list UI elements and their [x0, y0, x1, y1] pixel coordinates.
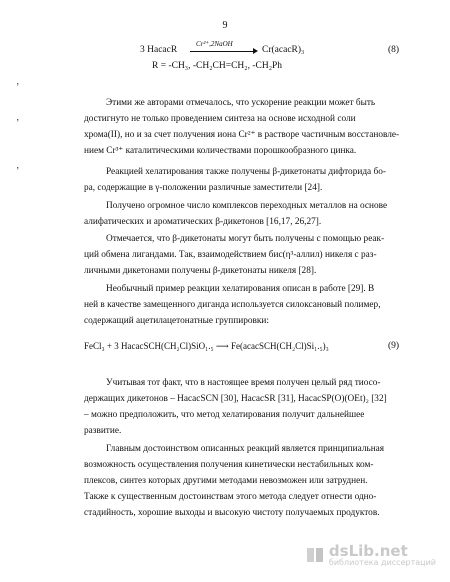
margin-mark: ʼ	[16, 166, 20, 177]
equation-8-right: Cr(acacR)₃	[262, 45, 305, 55]
equation-9-number: (9)	[388, 341, 400, 351]
book-icon	[305, 545, 325, 565]
paragraph-1	[84, 95, 404, 159]
logo-sub-text: библиотека диссертаций	[328, 558, 436, 568]
equation-8-left: 3 HacacR	[140, 45, 178, 55]
paragraph-2	[84, 164, 404, 196]
paragraph-7-line: Также к существенным достоинствам этого метода следует отнести одно-	[84, 492, 377, 502]
paragraph-3	[84, 198, 404, 230]
equation-9: FeCl₃ + 3 HacacSCH(CH₂Cl)SiO₁.₅ ⟶ Fe(acacSCH(CH₂Cl)Si₁.₅)₃	[84, 341, 329, 351]
paragraph-5-line: содержащий ацетилацетонатные группировки:	[84, 316, 269, 326]
equation-8-substituents: R = -CH₃, -CH₂CH=CH₂, -CH₂Ph	[152, 61, 283, 71]
paragraph-5	[84, 281, 404, 329]
equation-8-arrow	[190, 40, 260, 56]
paragraph-2-line: Реакцией хелатирования также получены β-дикетонаты дифторида бо-	[106, 167, 386, 177]
page-number: 9	[222, 20, 228, 31]
equation-8-number: (8)	[388, 45, 400, 55]
paragraph-2-line: ра, содержащие в γ-положении различные заместители [24].	[84, 183, 323, 193]
paragraph-4	[84, 231, 404, 279]
paragraph-6-line: держащих дикетонов – HacacSCN [30], HacacSR [31], HacacSP(O)(OEt)₂ [32]	[84, 394, 387, 404]
paragraph-6-line: – можно предположить, что метод хелатирования получит дальнейшее	[84, 410, 365, 420]
paragraph-4-line: ций обмена лигандами. Так, взаимодействием бис(η³-аллил) никеля с раз-	[84, 250, 377, 260]
paragraph-4-line: личными дикетонами получены β-дикетонаты никеля [28].	[84, 266, 317, 276]
paragraph-5-line: Необычный пример реакции хелатирования описан в работе [29]. В	[106, 284, 375, 294]
paragraph-3-line: Получено огромное число комплексов переходных металлов на основе	[106, 201, 388, 211]
paragraph-7-line: Главным достоинством описанных реакций является принципиальная	[106, 444, 385, 454]
paragraph-7-line: плексов, синтез которых другими методами невозможен или затруднен.	[84, 476, 368, 486]
paragraph-1-line: достигнуто не только проведением синтеза на основе исходной соли	[84, 114, 356, 124]
paragraph-3-line: алифатических и ароматических β-дикетонов [16,17, 26,27].	[84, 217, 322, 227]
paragraph-1-line: Этими же авторами отмечалось, что ускорение реакции может быть	[106, 98, 376, 108]
paragraph-4-line: Отмечается, что β-дикетонаты могут быть получены с помощью реак-	[106, 234, 385, 244]
paragraph-7-line: возможность осуществления получения кинетически нестабильных ком-	[84, 460, 374, 470]
paragraph-7-line: стадийность, хорошие выходы и высокую чистоту получаемых продуктов.	[84, 508, 380, 518]
paragraph-1-line: хрома(II), но и за счет получения иона Cr²⁺ в растворе частичным восстановле-	[84, 130, 400, 140]
paragraph-6-line: Учитывая тот факт, что в настоящее время получен целый ряд тиосо-	[106, 378, 381, 388]
paragraph-6	[84, 375, 404, 439]
paragraph-1-line: нием Cr³⁺ каталитическими количествами порошкообразного цинка.	[84, 146, 357, 156]
paragraph-5-line: ней в качестве замещенного диганда используется силоксановый полимер,	[84, 300, 381, 310]
paragraph-7	[84, 441, 404, 521]
margin-mark: ʼ	[16, 82, 20, 93]
paragraph-6-line: развитие.	[84, 426, 122, 436]
margin-mark: ʼ	[16, 118, 20, 129]
site-logo	[305, 543, 436, 568]
equation-8-arrow-label: Cr²⁺,2NaOH	[196, 40, 233, 48]
logo-main-text: dsLib.net	[328, 541, 408, 560]
